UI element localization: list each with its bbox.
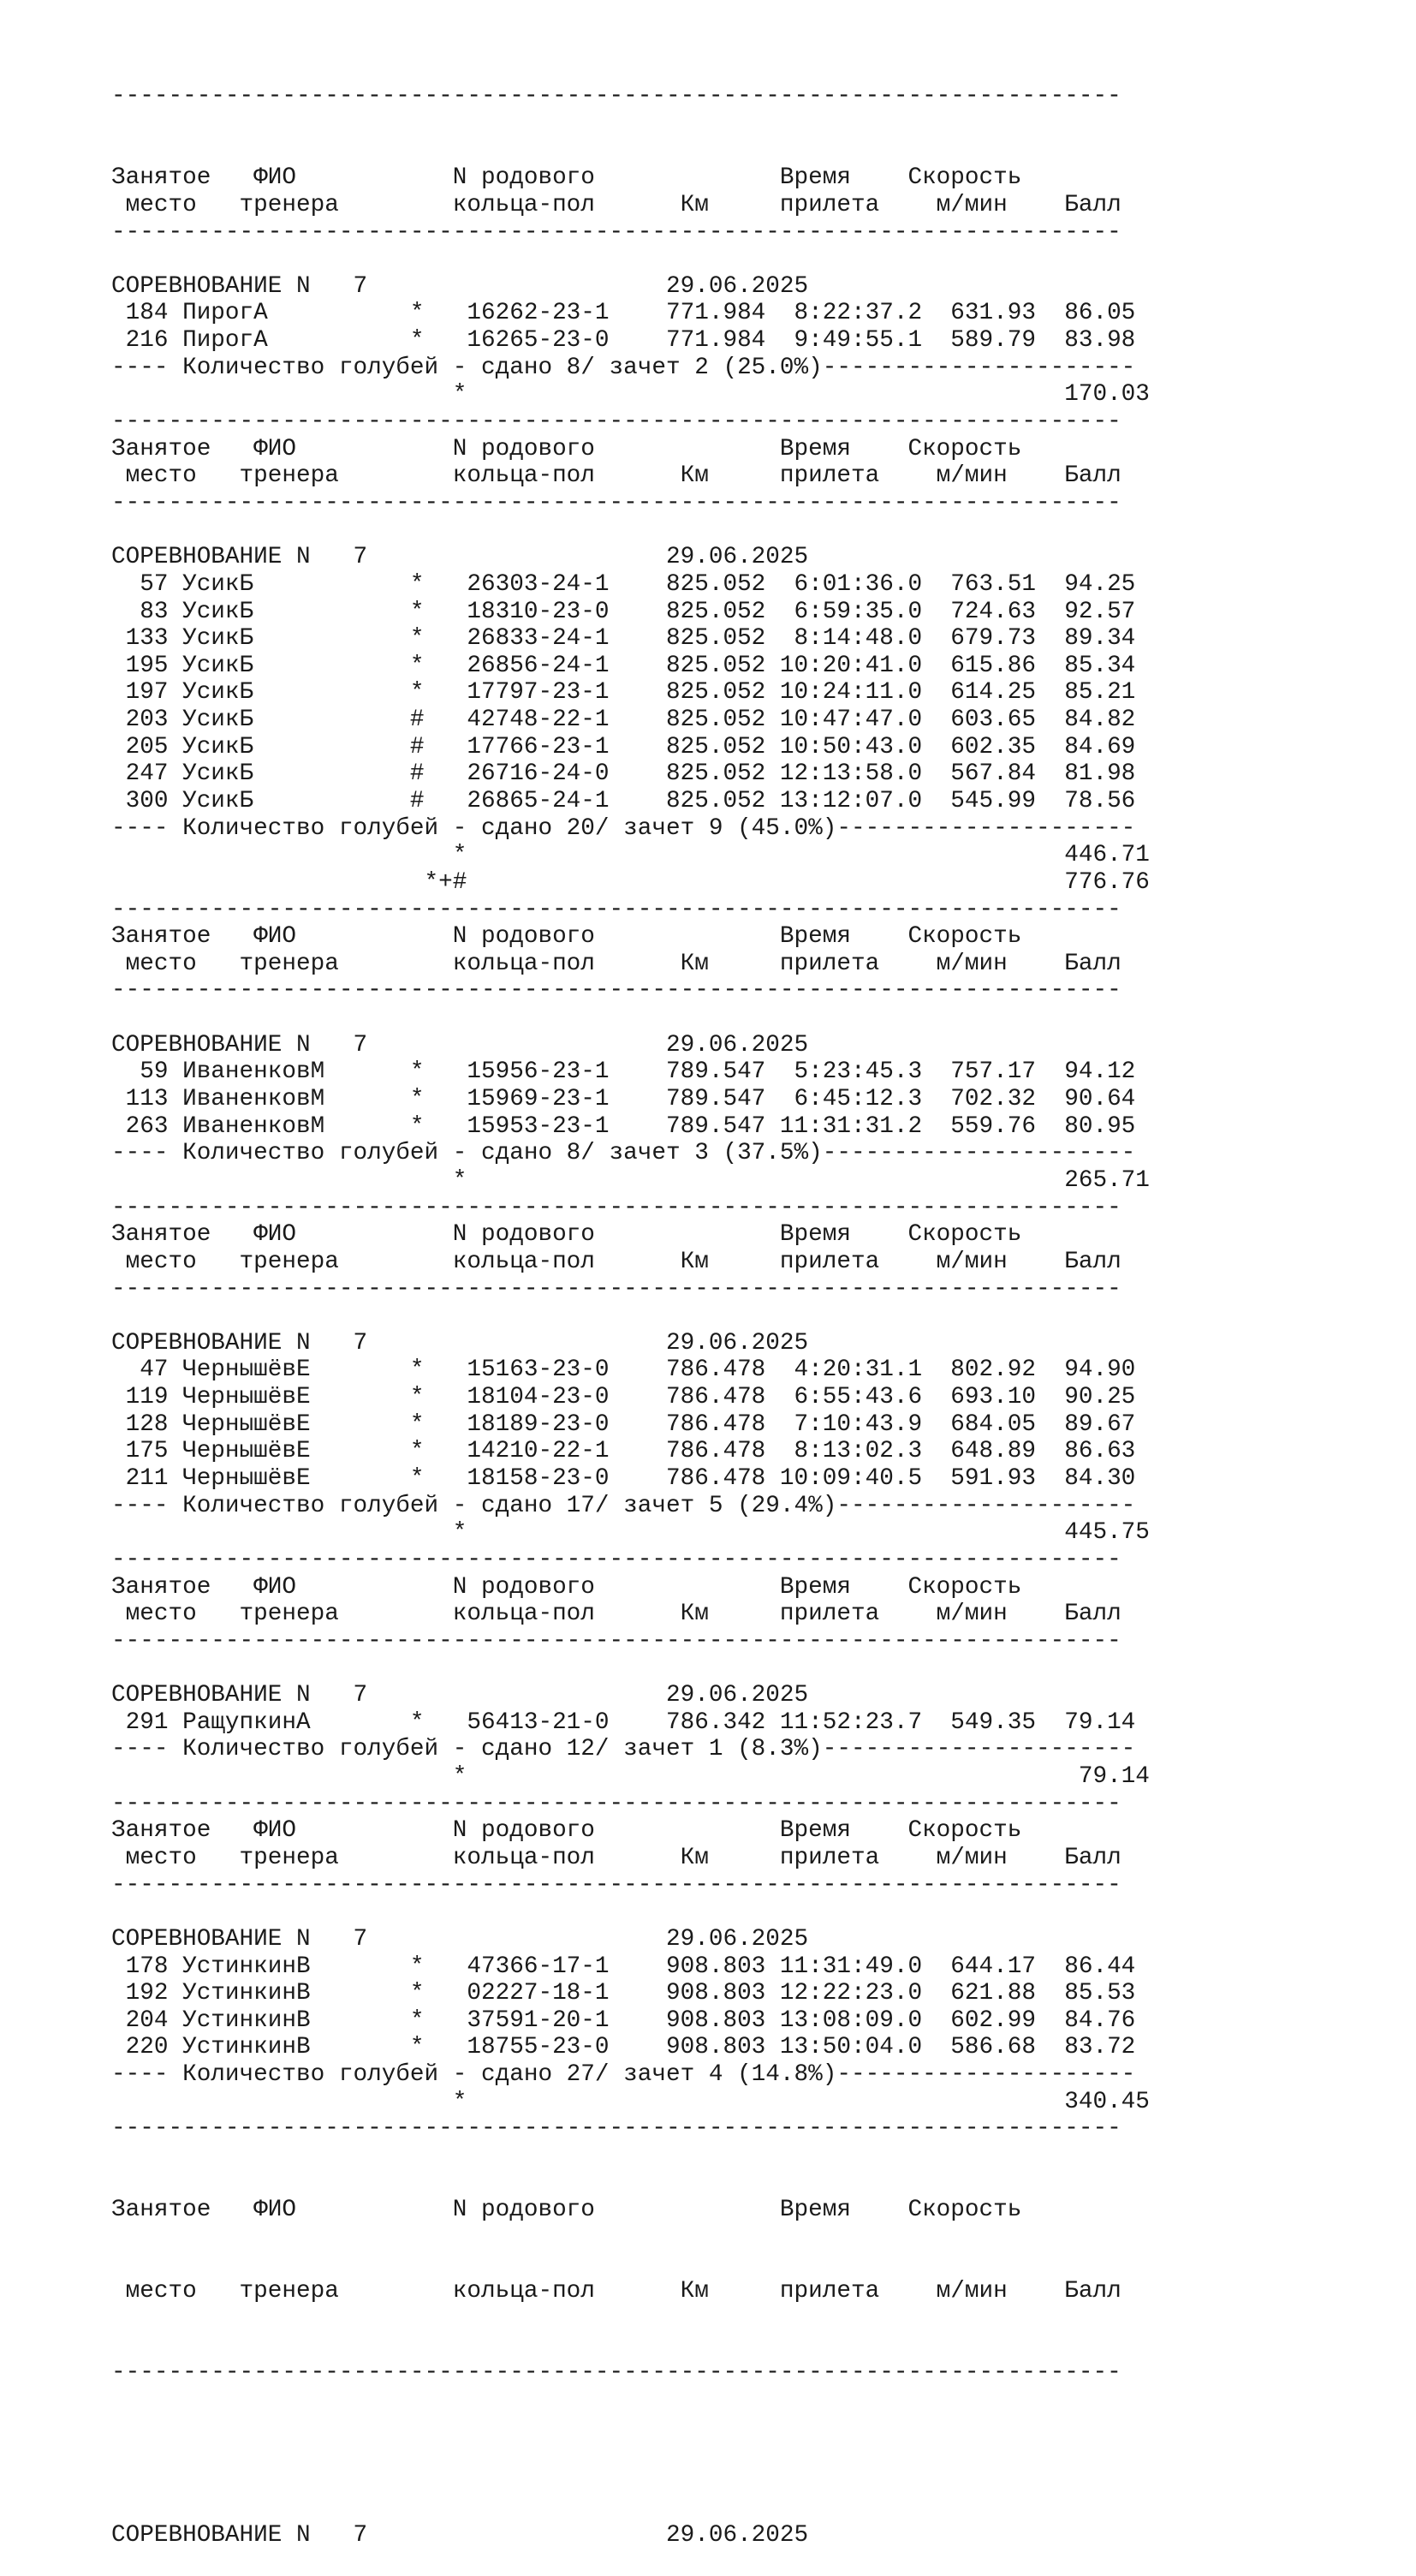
blank-line xyxy=(111,1303,1150,1330)
result-row: 184 ПирогА * 16262-23-1 771.984 8:22:37.2 631.93 86.05 xyxy=(111,300,1136,327)
separator-line: ----------------------------------------------------------------------- xyxy=(111,1546,1121,1573)
result-row: 220 УстинкинВ * 18755-23-0 908.803 13:50:04.0 586.68 83.72 xyxy=(111,2034,1136,2061)
competition-line: СОРЕВНОВАНИЕ N 7 29.06.2025 xyxy=(111,1925,809,1953)
separator-line: ----------------------------------------------------------------------- xyxy=(111,1790,1121,1817)
header-line-1: Занятое ФИО N родового Время Скорость xyxy=(111,435,1022,462)
blank-line xyxy=(111,517,1150,545)
separator-line: ----------------------------------------------------------------------- xyxy=(111,1627,1121,1655)
result-row: 57 УсикБ * 26303-24-1 825.052 6:01:36.0 763.51 94.25 xyxy=(111,570,1136,598)
separator-line: ----------------------------------------------------------------------- xyxy=(111,489,1121,516)
total-line: * 340.45 xyxy=(111,2088,1150,2115)
header-line-2: место тренера кольца-пол Км прилета м/мин Балл xyxy=(111,1248,1121,1275)
trainer-section xyxy=(111,923,1150,1221)
result-row: 204 УстинкинВ * 37591-20-1 908.803 13:08:09.0 602.99 84.76 xyxy=(111,2007,1136,2034)
separator-line: ----------------------------------------------------------------------- xyxy=(111,1871,1121,1899)
result-row: 83 УсикБ * 18310-23-0 825.052 6:59:35.0 724.63 92.57 xyxy=(111,598,1136,625)
header-line-2: место тренера кольца-пол Км прилета м/мин Балл xyxy=(111,950,1121,977)
blank-line xyxy=(111,2441,1150,2468)
result-row: 300 УсикБ # 26865-24-1 825.052 13:12:07.0 545.99 78.56 xyxy=(111,788,1136,814)
header-line-2: место тренера кольца-пол Км прилета м/мин Балл xyxy=(111,1844,1121,1871)
result-row: 133 УсикБ * 26833-24-1 825.052 8:14:48.0 679.73 89.34 xyxy=(111,625,1136,653)
trainer-section xyxy=(111,1574,1150,1818)
header-line-2: место тренера кольца-пол Км прилета м/мин Балл xyxy=(111,1601,1121,1628)
result-row: 47 ЧернышёвЕ * 15163-23-0 786.478 4:20:31.1 802.92 94.90 xyxy=(111,1357,1136,1384)
result-row: 192 УстинкинВ * 02227-18-1 908.803 12:22:23.0 621.88 85.53 xyxy=(111,1980,1136,2007)
trainer-section xyxy=(111,436,1150,924)
trainer-sections xyxy=(111,164,1150,2143)
separator-line: ----------------------------------------------------------------------- xyxy=(111,977,1121,1005)
summary-line: ---- Количество голубей - сдано 8/ зачет 2 (25.0%)---------------------- xyxy=(111,354,1136,381)
blank-line xyxy=(111,1899,1150,1926)
results-document xyxy=(111,29,1150,2576)
result-row: 205 УсикБ # 17766-23-1 825.052 10:50:43.0 602.35 84.69 xyxy=(111,733,1136,760)
header-line-1: Занятое ФИО N родового Время Скорость xyxy=(111,1221,1022,1249)
separator-line: ----------------------------------------------------------------------- xyxy=(111,218,1121,246)
result-row: 195 УсикБ * 26856-24-1 825.052 10:20:41.0 615.86 85.34 xyxy=(111,652,1136,679)
trainer-section xyxy=(111,1817,1150,2143)
result-row: 178 УстинкинВ * 47366-17-1 908.803 11:31:49.0 644.17 86.44 xyxy=(111,1953,1136,1980)
header-line-2: место тренера кольца-пол Км прилета м/мин Балл xyxy=(111,2278,1121,2305)
header-line-1: Занятое ФИО N родового Время Скорость xyxy=(111,164,1022,192)
blank-line xyxy=(111,1005,1150,1032)
header-line-1: Занятое ФИО N родового Время Скорость xyxy=(111,923,1022,951)
summary-line: ---- Количество голубей - сдано 8/ зачет 3 (37.5%)---------------------- xyxy=(111,1140,1136,1167)
trainer-section xyxy=(111,164,1150,435)
competition-line: СОРЕВНОВАНИЕ N 7 29.06.2025 xyxy=(111,272,809,300)
header-line-1: Занятое ФИО N родового Время Скорость xyxy=(111,1573,1022,1601)
separator-line: ----------------------------------------------------------------------- xyxy=(111,896,1121,923)
separator-line: ----------------------------------------------------------------------- xyxy=(111,83,1121,110)
result-row: 263 ИваненковМ * 15953-23-1 789.547 11:31:31.2 559.76 80.95 xyxy=(111,1112,1136,1140)
header-line-1: Занятое ФИО N родового Время Скорость xyxy=(111,1817,1022,1845)
header-line-2: место тренера кольца-пол Км прилета м/мин Балл xyxy=(111,191,1121,218)
total-line: * 265.71 xyxy=(111,1166,1150,1194)
total-line: * 79.14 xyxy=(111,1763,1150,1791)
competition-line: СОРЕВНОВАНИЕ N 7 29.06.2025 xyxy=(111,1329,809,1357)
trainer-section xyxy=(111,1221,1150,1573)
separator-line: ----------------------------------------------------------------------- xyxy=(111,2359,1121,2387)
result-row: 119 ЧернышёвЕ * 18104-23-0 786.478 6:55:43.6 693.10 90.25 xyxy=(111,1384,1136,1411)
result-row: 113 ИваненковМ * 15969-23-1 789.547 6:45:12.3 702.32 90.64 xyxy=(111,1086,1136,1113)
result-row: 197 УсикБ * 17797-23-1 825.052 10:24:11.0 614.25 85.21 xyxy=(111,679,1136,707)
total-line: * 446.71 xyxy=(111,842,1150,869)
result-row: 59 ИваненковМ * 15956-23-1 789.547 5:23:45.3 757.17 94.12 xyxy=(111,1058,1136,1086)
result-row: 291 РащупкинА * 56413-21-0 786.342 11:52:23.7 549.35 79.14 xyxy=(111,1708,1136,1736)
competition-line: СОРЕВНОВАНИЕ N 7 29.06.2025 xyxy=(111,2522,809,2549)
summary-line: ---- Количество голубей - сдано 27/ зачет 4 (14.8%)--------------------- xyxy=(111,2061,1136,2089)
total-line: *+# 776.76 xyxy=(111,868,1150,896)
header-line-2: место тренера кольца-пол Км прилета м/мин Балл xyxy=(111,462,1121,490)
summary-line: ---- Количество голубей - сдано 12/ зачет 1 (8.3%)---------------------- xyxy=(111,1736,1136,1763)
separator-line: ----------------------------------------------------------------------- xyxy=(111,2115,1121,2143)
separator-line: ----------------------------------------------------------------------- xyxy=(111,1194,1121,1221)
result-row: 203 УсикБ # 42748-22-1 825.052 10:47:47.0 603.65 84.82 xyxy=(111,707,1136,734)
competition-line: СОРЕВНОВАНИЕ N 7 29.06.2025 xyxy=(111,1031,809,1058)
result-row: 128 ЧернышёвЕ * 18189-23-0 786.478 7:10:43.9 684.05 89.67 xyxy=(111,1410,1136,1438)
result-row: 211 ЧернышёвЕ * 18158-23-0 786.478 10:09:40.5 591.93 84.30 xyxy=(111,1465,1136,1493)
blank-line xyxy=(111,1655,1150,1683)
result-row: 216 ПирогА * 16265-23-0 771.984 9:49:55.1 589.79 83.98 xyxy=(111,327,1136,355)
separator-line: ----------------------------------------------------------------------- xyxy=(111,1275,1121,1303)
summary-line: ---- Количество голубей - сдано 20/ зачет 9 (45.0%)--------------------- xyxy=(111,814,1136,842)
result-row: 175 ЧернышёвЕ * 14210-22-1 786.478 8:13:02.3 648.89 86.63 xyxy=(111,1438,1136,1465)
summary-line: ---- Количество голубей - сдано 17/ зачет 5 (29.4%)--------------------- xyxy=(111,1492,1136,1519)
competition-line: СОРЕВНОВАНИЕ N 7 29.06.2025 xyxy=(111,544,809,571)
competition-line: СОРЕВНОВАНИЕ N 7 29.06.2025 xyxy=(111,1682,809,1709)
total-line: * 170.03 xyxy=(111,381,1150,408)
separator-line: ----------------------------------------------------------------------- xyxy=(111,408,1121,436)
blank-line xyxy=(111,246,1150,273)
result-row: 247 УсикБ # 26716-24-0 825.052 12:13:58.0 567.84 81.98 xyxy=(111,760,1136,788)
header-line-1: Занятое ФИО N родового Время Скорость xyxy=(111,2197,1022,2224)
total-line: * 445.75 xyxy=(111,1519,1150,1547)
